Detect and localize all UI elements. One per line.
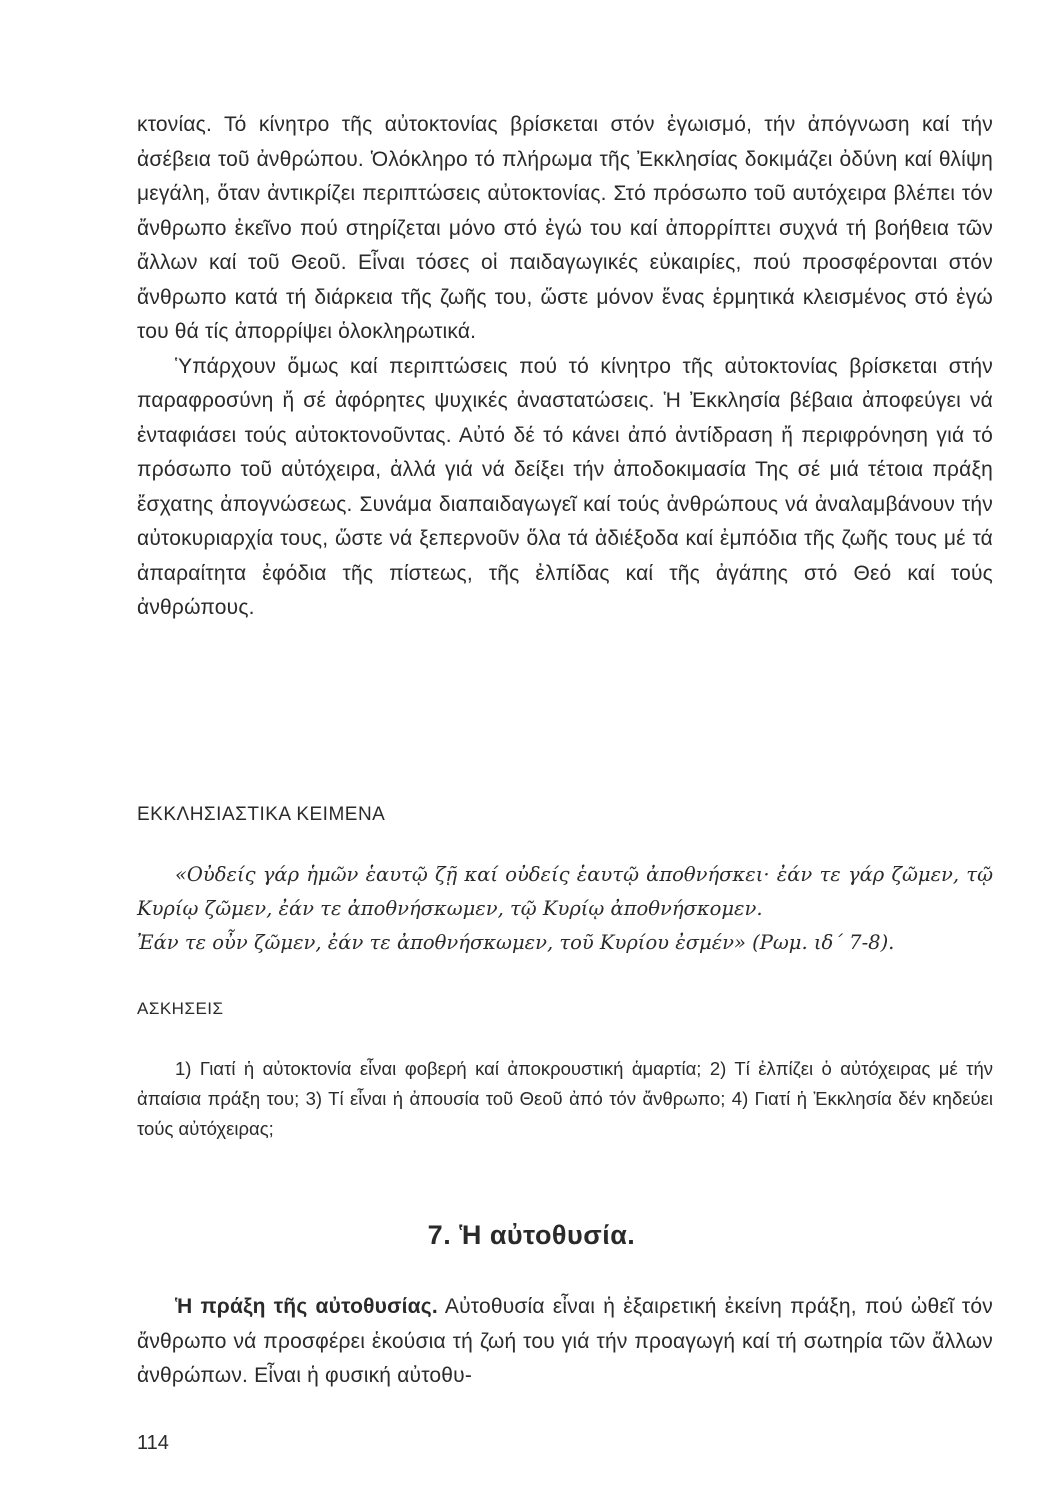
quote-line: «Οὐδείς γάρ ἡμῶν ἑαυτῷ ζῇ καί οὐδείς ἑαυτῷ ἀποθνήσκει· ἐάν τε γάρ ζῶμεν, τῷ Κυρίῳ ζῶμεν, ἐάν τε ἀποθνήσκωμεν, τῷ Κυρίῳ ἀποθνήσκομεν. [137, 863, 993, 920]
intro-bold-lead: Ἡ πράξη τῆς αὐτοθυσίας. [175, 1295, 438, 1318]
scripture-quote [137, 858, 993, 960]
chapter-title: 7. Ἡ αὐτοθυσία. [427, 1220, 636, 1250]
exercises-list [137, 1054, 993, 1144]
paragraph: Ὑπάρχουν ὅμως καί περιπτώσεις πού τό κίνητρο τῆς αὐτοκτονίας βρίσκεται στήν παραφροσύνη ἤ σέ ἀφόρητες ψυχικές ἀναστατώσεις. Ἡ Ἐκκλησία βέβαια ἀποφεύγει νά ἐνταφιάσει τούς αὐτοκτονοῦντας. Αὐτό δέ τό κάνει ἀπό ἀντίδραση ἤ περιφρόνηση γιά τό πρόσωπο τοῦ αὐτόχειρα, ἀλλά γιά νά δείξει τήν ἀποδοκιμασία Της σέ μιά τέτοια πράξη ἔσχατης ἀπογνώσεως. Συνάμα διαπαιδαγωγεῖ καί τούς ἀνθρώπους νά ἀναλαμβάνουν τήν αὐτοκυριαρχία τους, ὥστε νά ξεπερνοῦν ὅλα τά ἀδιέξοδα καί ἐμπόδια τῆς ζωῆς τους μέ τά ἀπαραίτητα ἐφόδια τῆς πίστεως, τῆς ἐλπίδας καί τῆς ἀγάπης στό Θεό καί τούς ἀνθρώπους. [137, 354, 993, 619]
paragraph: κτονίας. Τό κίνητρο τῆς αὐτοκτονίας βρίσκεται στόν ἐγωισμό, τήν ἀπόγνωση καί τήν ἀσέβεια τοῦ ἀνθρώπου. Ὁλόκληρο τό πλήρωμα τῆς Ἐκκλησίας δοκιμάζει ὀδύνη καί θλίψη μεγάλη, ὅταν ἀντικρίζει περιπτώσεις αὐτοκτονίας. Στό πρόσωπο τοῦ αυτόχειρα βλέπει τόν ἄνθρωπο ἐκεῖνο πού στηρίζεται μόνο στό ἐγώ του καί ἀπορρίπτει συχνά τή βοήθεια τῶν ἄλλων καί τοῦ Θεοῦ. Εἶναι τόσες οἱ παιδαγωγικές εὐκαιρίες, πού προσφέρονται στόν ἄνθρωπο κατά τή διάρκεια τῆς ζωῆς του, ὥστε μόνον ἕνας ἑρμητικά κλεισμένος στό ἐγώ του θά τίς ἀπορρίψει ὁλοκληρωτικά. [137, 113, 993, 343]
paragraph [137, 1290, 993, 1394]
page-number: 114 [137, 1432, 169, 1454]
exercises-heading: ΑΣΚΗΣΕΙΣ [137, 999, 224, 1018]
intro-text: Αὐτοθυσία εἶναι ἡ ἐξαιρετική ἐκείνη πράξη, πού ὠθεῖ τόν ἄνθρωπο νά προσφέρει ἑκούσια τή ζωή του γιά τήν προαγωγή καί τή σωτηρία τῶν ἄλλων ἀνθρώπων. Εἶναι ἡ φυσική αὐτοθυ- [137, 1295, 993, 1387]
chapter-intro [137, 1290, 993, 1394]
exercises-text: 1) Γιατί ἡ αὐτοκτονία εἶναι φοβερή καί ἀποκρουστική ἁμαρτία; 2) Τί ἐλπίζει ὁ αὐτόχειρας μέ τήν ἀπαίσια πράξη του; 3) Τί εἶναι ἡ ἀπουσία τοῦ Θεοῦ ἀπό τόν ἄνθρωπο; 4) Γιατί ἡ Ἐκκλησία δέν κηδεύει τούς αὐτόχειρας; [137, 1058, 993, 1139]
quote-line: Ἐάν τε οὖν ζῶμεν, ἐάν τε ἀποθνήσκωμεν, τοῦ Κυρίου ἐσμέν» (Ρωμ. ιδ΄ 7-8). [137, 931, 895, 954]
section-heading: ΕΚΚΛΗΣΙΑΣΤΙΚΑ ΚΕΙΜΕΝΑ [137, 804, 386, 825]
main-text [137, 108, 993, 626]
